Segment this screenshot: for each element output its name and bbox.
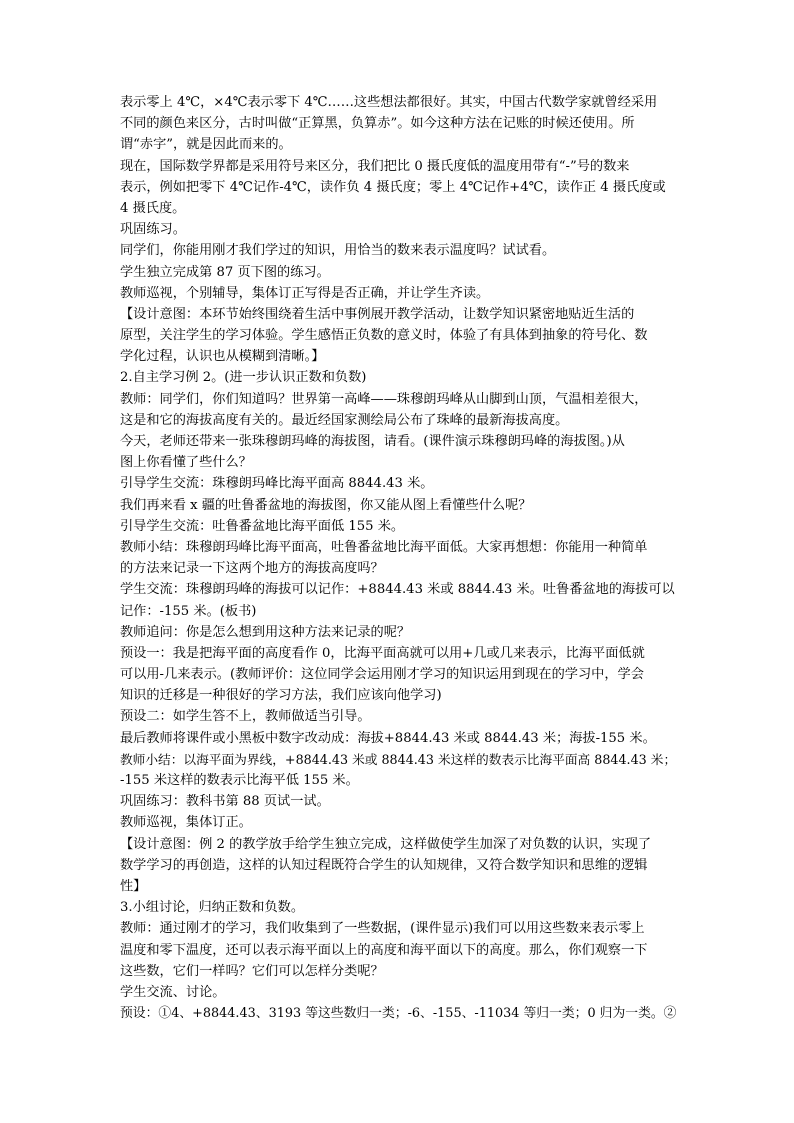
document-body [120,92,676,1024]
text-line: 同学们，你能用刚才我们学过的知识，用恰当的数来表示温度吗？试试看。 [120,243,556,259]
text-line: 谓“赤字”，就是因此而来的。 [120,137,292,153]
text-line: 温度和零下温度，还可以表示海平面以上的高度和海平面以下的高度。那么，你们观察一下 [120,942,648,958]
text-line: 这是和它的海拔高度有关的。最近经国家测绘局公布了珠峰的最新海拔高度。 [120,412,569,428]
text-line: 这些数，它们一样吗？它们可以怎样分类呢？ [120,963,384,979]
text-line: 预设二：如学生答不上，教师做适当引导。 [120,709,371,725]
text-line: 表示零上 4℃，×4℃表示零下 4℃……这些想法都很好。其实，中国古代数学家就曾经采用 [120,95,658,110]
text-line: 图上你看懂了些什么？ [120,455,252,471]
text-line: -155 米这样的数表示比海平低 155 米。 [120,773,359,788]
text-line: 学生交流：珠穆朗玛峰的海拔可以记作：+8844.43 米或 8844.43 米。吐鲁番盆地的海拔可以 [120,582,675,598]
text-line: 知识的迁移是一种很好的学习方法，我们应该向他学习) [120,688,442,704]
text-line: 教师小结：珠穆朗玛峰比海平面高，吐鲁番盆地比海平面低。大家再想想：你能用一种简单 [120,539,648,555]
text-line: 2.自主学习例 2。(进一步认识正数和负数) [120,370,367,386]
text-line: 我们再来看 x 疆的吐鲁番盆地的海拔图，你又能从图上看懂些什么呢？ [120,497,532,513]
text-line: 巩固练习。 [120,222,186,238]
text-line: 教师追问：你是怎么想到用这种方法来记录的呢？ [120,624,411,640]
text-line: 引导学生交流：吐鲁番盆地比海平面低 155 米。 [120,518,405,534]
text-line: 今天，老师还带来一张珠穆朗玛峰的海拔图，请看。(课件演示珠穆朗玛峰的海拔图。)从 [120,434,625,449]
text-line: 记作：-155 米。(板书) [120,603,257,619]
text-line: 教师巡视，集体订正。 [120,815,252,831]
text-line: 不同的颜色来区分，古时叫做“正算黑，负算赤”。如今这种方法在记账的时候还使用。所 [120,116,635,132]
text-line: 教师巡视，个别辅导，集体订正写得是否正确，并让学生齐读。 [120,285,490,301]
text-line: 教师：同学们，你们知道吗？世界第一高峰——珠穆朗玛峰从山脚到山顶，气温相差很大， [120,391,648,407]
text-line: 【设计意图：例 2 的教学放手给学生独立完成，这样做使学生加深了对负数的认识，实现了 [120,836,652,852]
text-line: 引导学生交流：珠穆朗玛峰比海平面高 8844.43 米。 [120,476,434,492]
text-line: 原型，关注学生的学习体验。学生感悟正负数的意义时，体验了有具体到抽象的符号化、数 [120,328,648,344]
text-line: 教师：通过刚才的学习，我们收集到了一些数据，(课件显示)我们可以用这些数来表示零上 [120,921,645,937]
text-line: 巩固练习：教科书第 88 页试一试。 [120,794,330,810]
text-line: 教师小结：以海平面为界线，+8844.43 米或 8844.43 米这样的数表示比海平面高 8844.43 米； [120,751,676,767]
text-line: 性】 [120,878,147,894]
text-line: 【设计意图：本环节始终围绕着生活中事例展开教学活动，让数学知识紧密地贴近生活的 [120,306,635,322]
text-line: 现在，国际数学界都是采用符号来区分，我们把比 0 摄氏度低的温度用带有“-”号的数来 [120,158,630,174]
text-line: 的方法来记录一下这两个地方的海拔高度吗？ [120,561,384,577]
text-line: 4 摄氏度。 [120,200,186,216]
text-line: 可以用-几来表示。(教师评价：这位同学会运用刚才学习的知识运用到现在的学习中，学会 [120,667,644,683]
text-line: 学化过程，认识也从模糊到清晰。】 [120,349,325,365]
text-line: 最后教师将课件或小黑板中数字改动成：海拔+8844.43 米或 8844.43 米；海拔-155 米。 [120,730,656,746]
text-line: 数学学习的再创造，这样的认知过程既符合学生的认知规律，又符合数学知识和思维的逻辑 [120,857,648,873]
text-line: 学生交流、讨论。 [120,984,226,1000]
text-line: 预设一：我是把海平面的高度看作 0，比海平面高就可以用+几或几来表示，比海平面低就 [120,645,645,661]
text-line: 3.小组讨论，归纳正数和负数。 [120,900,305,916]
text-line: 学生独立完成第 87 页下图的练习。 [120,264,330,280]
text-line: 预设：①4、+8844.43、3193 等这些数归一类；-6、-155、-11034 等归一类；0 归为一类。② [120,1006,676,1022]
text-line: 表示，例如把零下 4℃记作-4℃，读作负 4 摄氏度；零上 4℃记作+4℃，读作正 4 摄氏度或 [120,179,666,195]
